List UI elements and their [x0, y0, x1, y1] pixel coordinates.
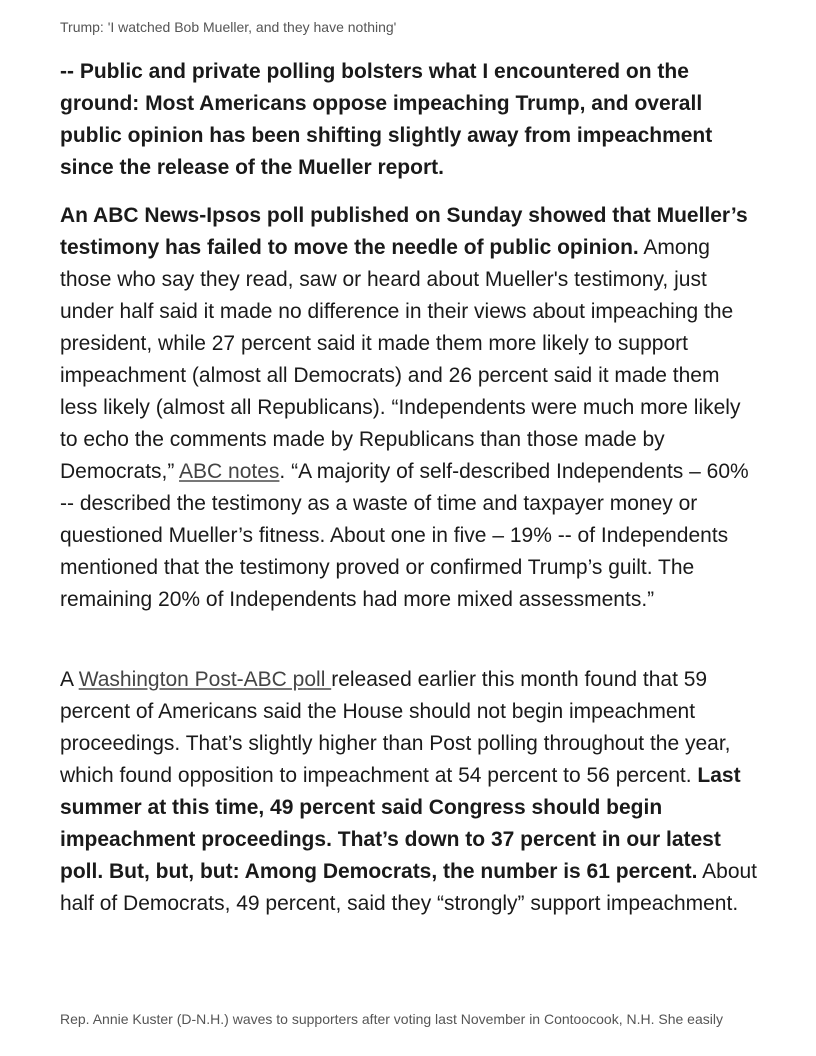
paragraph-washington-post-poll: [60, 664, 760, 920]
abc-ipsos-text-a: Among those who say they read, saw or heard about Mueller's testimony, just under half said it made no difference in their views about impeaching the president, while 27 percent said it made them more likely to support impeachment (almost all Democrats) and 26 percent said it made them less likely (almost all Republicans). “Independents were much more likely to echo the comments made by Republicans than those made by Democrats,”: [60, 236, 741, 483]
paragraph-abc-ipsos-poll: [60, 200, 760, 616]
wapo-text-a: A: [60, 668, 79, 691]
abc-ipsos-text-b: . “A majority of self-described Independents – 60% -- described the testimony as a waste of time and taxpayer money or questioned Mueller’s fitness. About one in five – 19% -- of Independents mentioned that the testimony proved or confirmed Trump’s guilt. The remaining 20% of Independents had more mixed assessments.”: [60, 460, 749, 611]
wapo-text-c: About half of Democrats, 49 percent, said they “strongly” support impeachment.: [60, 860, 758, 915]
washington-post-abc-poll-link[interactable]: Washington Post-ABC poll: [78, 668, 332, 691]
wapo-bold-findings: Last summer at this time, 49 percent said Congress should begin impeachment proceedings. That’s down to 37 percent in our latest poll. But, but, but: Among Democrats, the number is 61 percent.: [60, 764, 741, 883]
paragraph-polling-summary: -- Public and private polling bolsters what I encountered on the ground: Most Americans oppose impeaching Trump, and overall public opinion has been shifting slightly away from impeachment since the release of the Mueller report.: [60, 60, 713, 179]
abc-ipsos-bold-lead: An ABC News-Ipsos poll published on Sunday showed that Mueller’s testimony has failed to move the needle of public opinion.: [60, 204, 748, 259]
photo-caption-bottom: Rep. Annie Kuster (D-N.H.) waves to supporters after voting last November in Contoocook, N.H. She easily: [60, 1011, 723, 1027]
abc-notes-link[interactable]: ABC notes: [179, 460, 280, 483]
photo-caption-top: Trump: 'I watched Bob Mueller, and they have nothing': [60, 19, 397, 35]
wapo-text-b: released earlier this month found that 59 percent of Americans said the House should not begin impeachment proceedings. That’s slightly higher than Post polling throughout the year, which found opposition to impeachment at 54 percent to 56 percent.: [60, 668, 731, 787]
